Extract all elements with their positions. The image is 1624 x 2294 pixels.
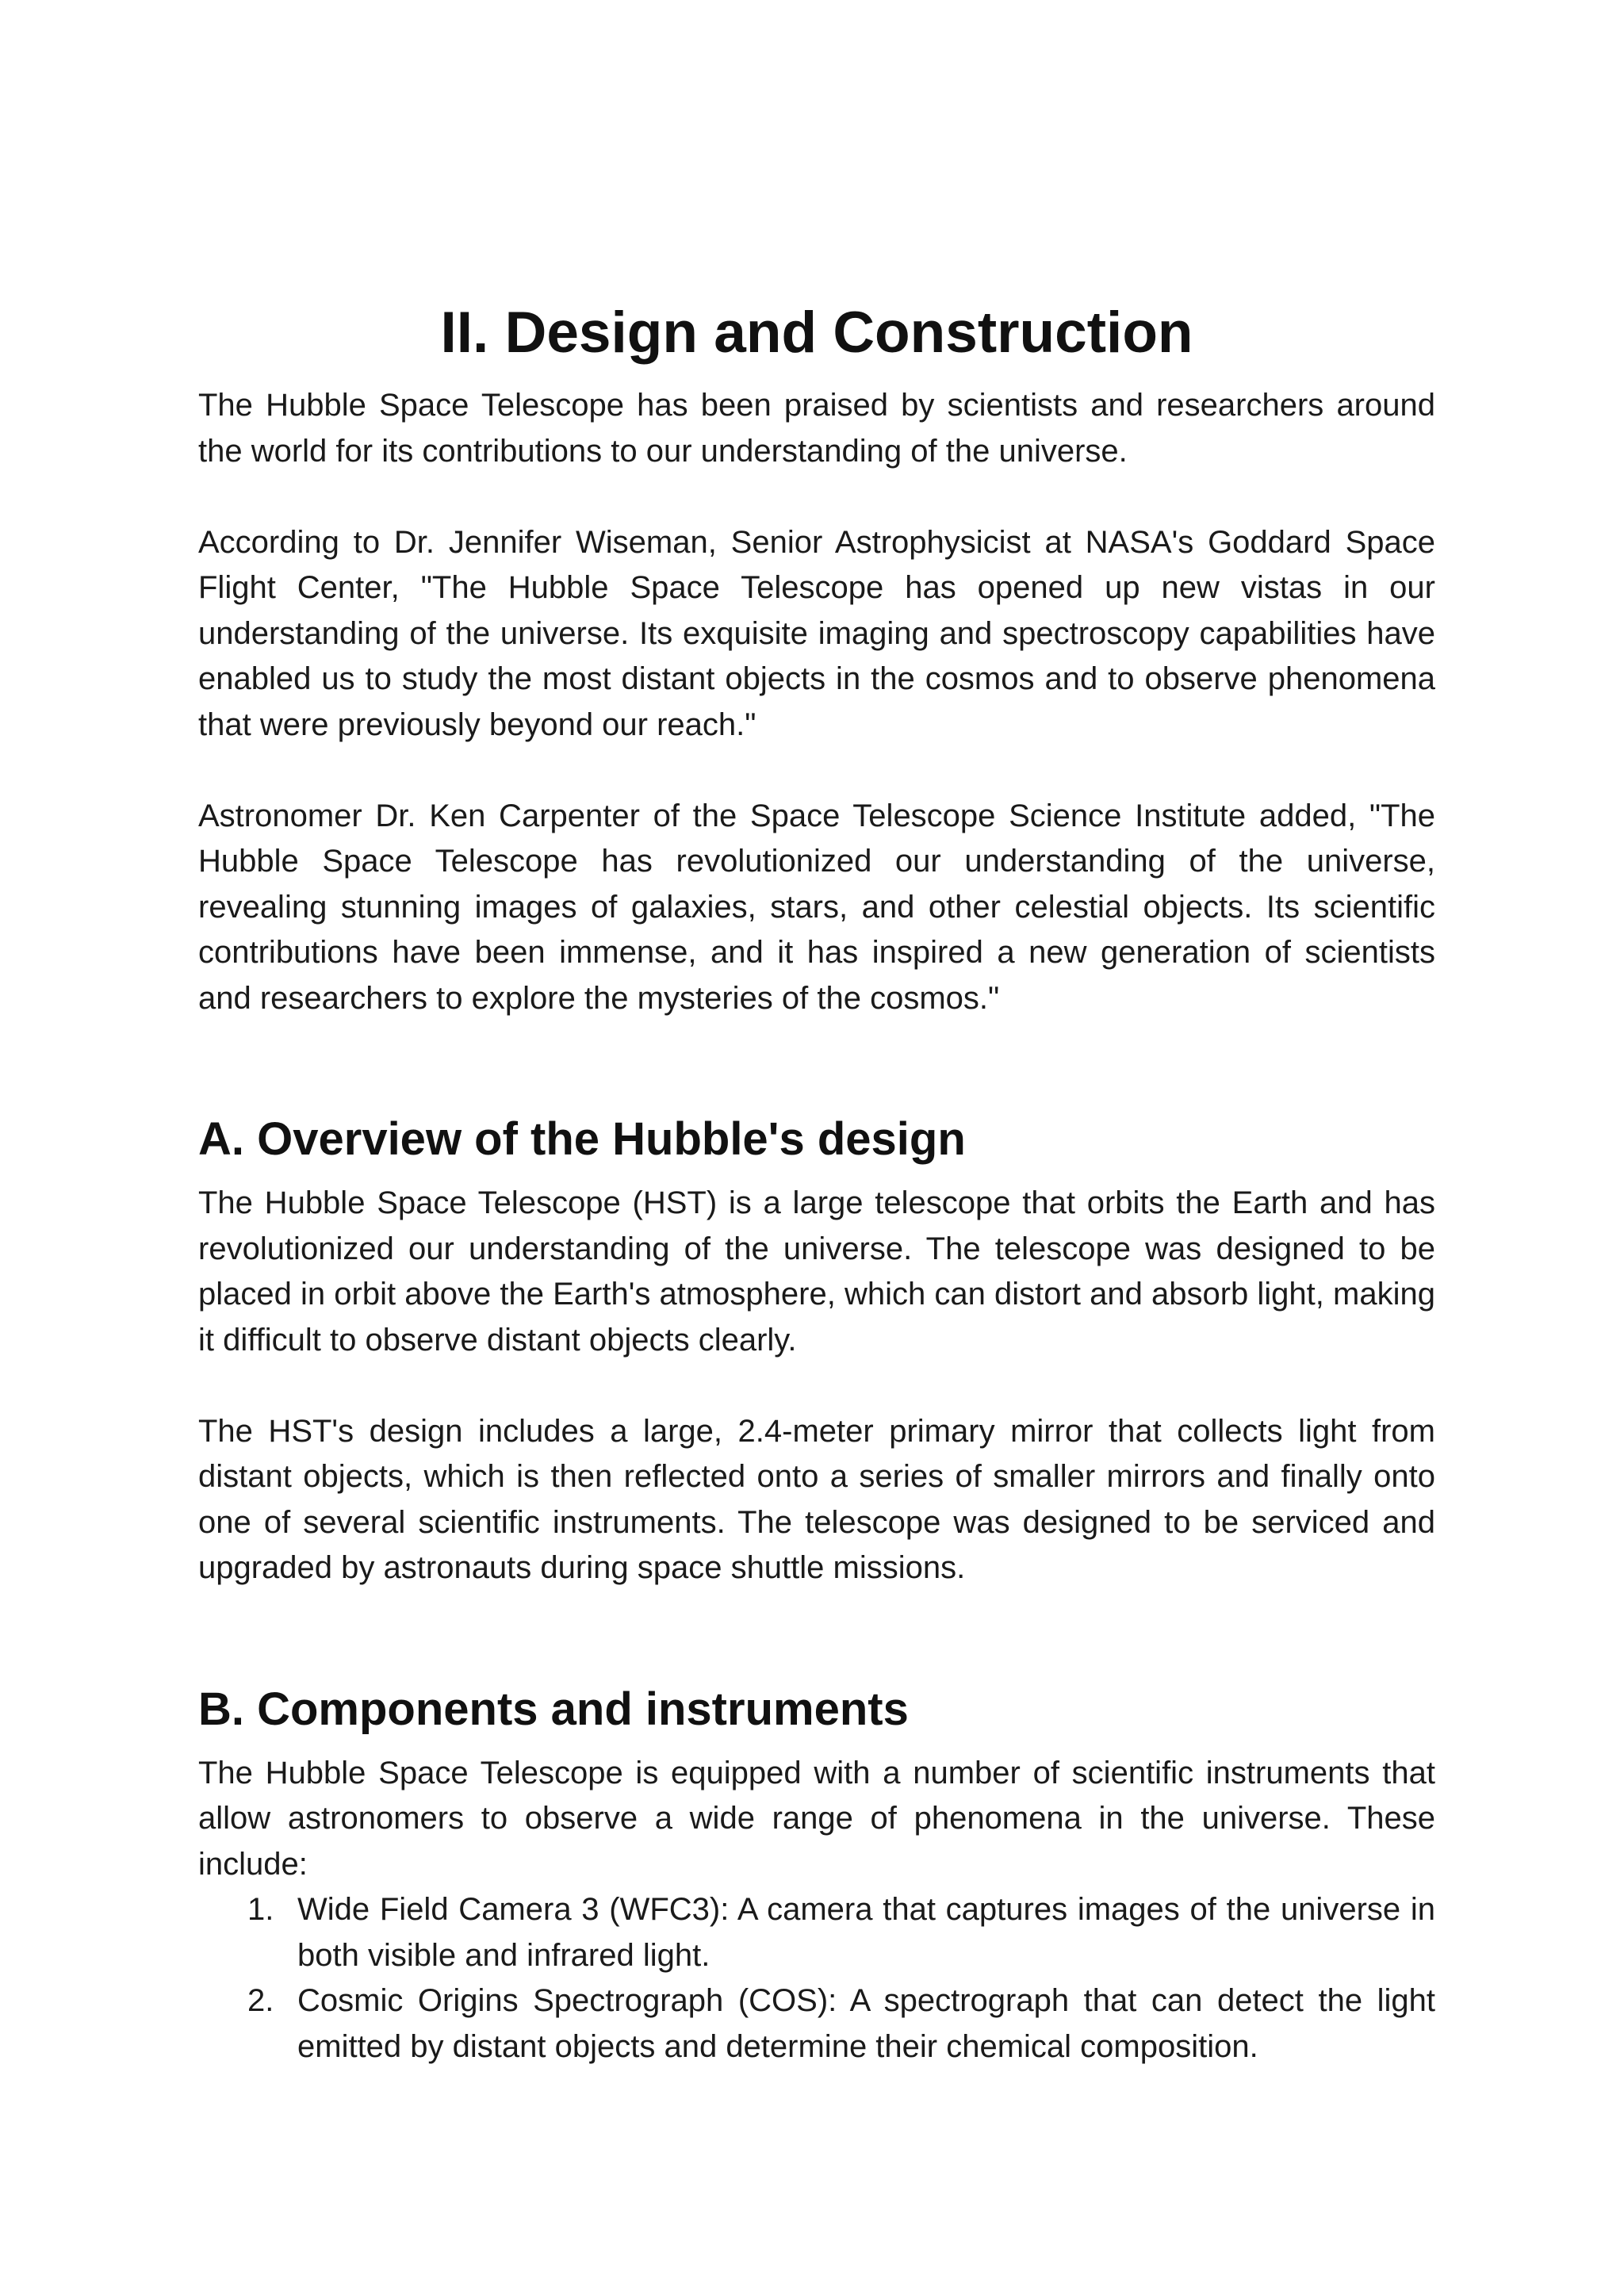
section-a-paragraph-2: The HST's design includes a large, 2.4-meter primary mirror that collects light from distant objects, which is then reflected onto a series of smaller mirrors and finally onto one of several scientific instruments. The telescope was designed to be serviced and upgraded by astronauts during space shuttle missions. xyxy=(198,1413,1435,1585)
section-a-paragraph-1: The Hubble Space Telescope (HST) is a large telescope that orbits the Earth and has revolutionized our understanding of the universe. The telescope was designed to be placed in orbit above the Earth's atmosphere, which can distort and absorb light, making it difficult to observe distant objects clearly. xyxy=(198,1185,1435,1358)
list-item-text: Wide Field Camera 3 (WFC3): A camera that captures images of the universe in both visible and infrared light. xyxy=(297,1892,1435,1973)
list-item xyxy=(198,1978,1435,2070)
page-title: II. Design and Construction xyxy=(440,301,1193,365)
section-a-heading: A. Overview of the Hubble's design xyxy=(198,1113,966,1165)
intro-paragraph-3: Astronomer Dr. Ken Carpenter of the Space Telescope Science Institute added, "The Hubble Space Telescope has revolutionized our understanding of the universe, revealing stunning images of galaxies, stars, and other celestial objects. Its scientific contributions have been immense, and it has inspired a new generation of scientists and researchers to explore the mysteries of the cosmos." xyxy=(198,798,1435,1016)
list-item-number: 1. xyxy=(247,1892,274,1927)
section-b-intro: The Hubble Space Telescope is equipped with a number of scientific instruments that allow astronomers to observe a wide range of phenomena in the universe. These include: xyxy=(198,1755,1435,1882)
list-item-number: 2. xyxy=(247,1983,274,2018)
list-item xyxy=(198,1887,1435,1978)
instrument-list xyxy=(198,1887,1435,2070)
document-page xyxy=(198,289,1435,2070)
intro-paragraph-1: The Hubble Space Telescope has been praised by scientists and researchers around the world for its contributions to our understanding of the universe. xyxy=(198,388,1435,469)
list-item-text: Cosmic Origins Spectrograph (COS): A spectrograph that can detect the light emitted by distant objects and determine their chemical composition. xyxy=(297,1983,1435,2064)
intro-paragraph-2: According to Dr. Jennifer Wiseman, Senior Astrophysicist at NASA's Goddard Space Flight Center, "The Hubble Space Telescope has opened up new vistas in our understanding of the universe. Its exquisite imaging and spectroscopy capabilities have enabled us to study the most distant objects in the cosmos and to observe phenomena that were previously beyond our reach." xyxy=(198,524,1435,742)
section-b-heading: B. Components and instruments xyxy=(198,1683,909,1735)
